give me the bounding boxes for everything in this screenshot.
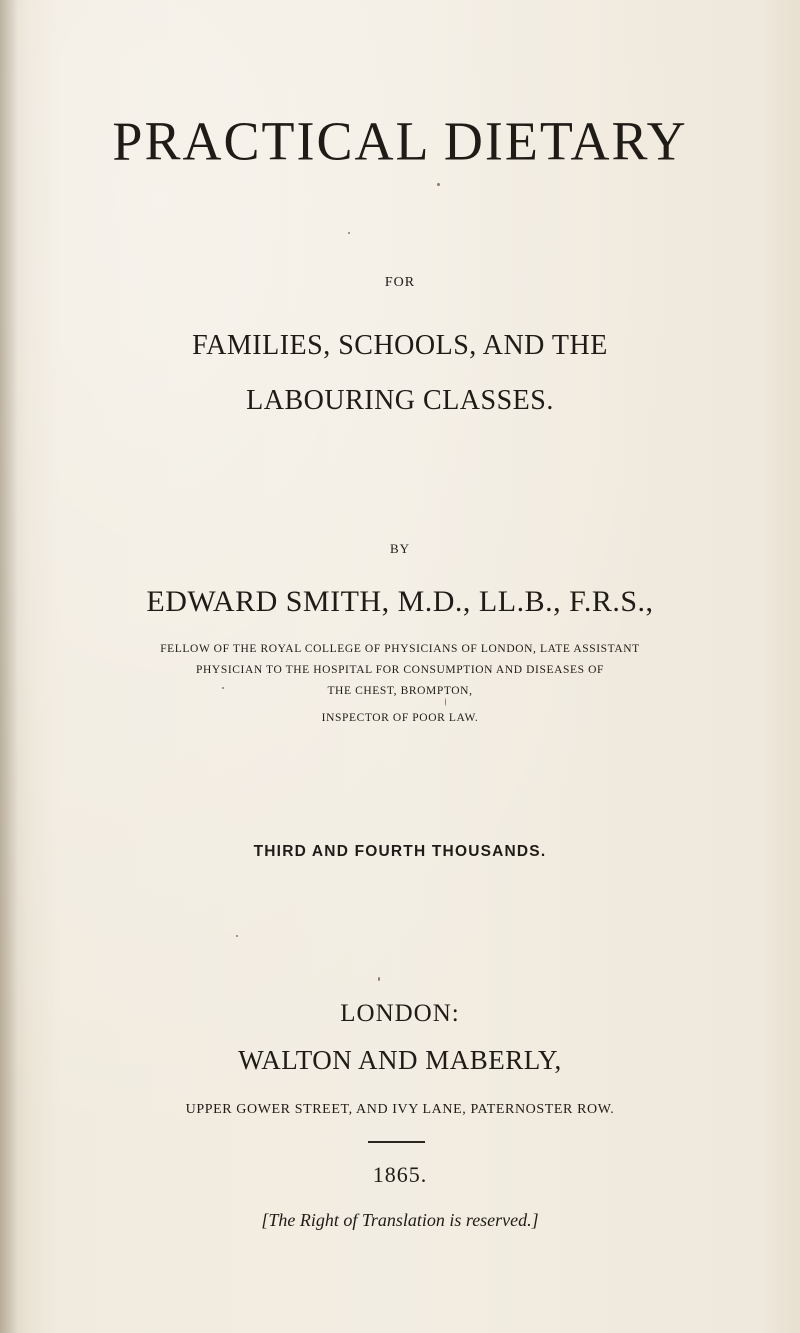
for-label: FOR (384, 275, 416, 290)
author-credentials-line: PHYSICIAN TO THE HOSPITAL FOR CONSUMPTION AND DISEASES OF (196, 664, 604, 676)
publication-place: LONDON: (340, 1000, 460, 1027)
publication-year: 1865. (372, 1162, 428, 1187)
author-credentials-line: FELLOW OF THE ROYAL COLLEGE OF PHYSICIANS OF LONDON, LATE ASSISTANT (160, 643, 640, 655)
author-credentials-line: INSPECTOR OF POOR LAW. (321, 712, 479, 724)
subtitle-line-2: LABOURING CLASSES. (246, 385, 554, 416)
book-title: PRACTICAL DIETARY (112, 110, 688, 172)
divider-rule (368, 1141, 425, 1143)
author-name: EDWARD SMITH, M.D., LL.B., F.R.S., (146, 585, 654, 618)
edition-statement: THIRD AND FOURTH THOUSANDS. (253, 843, 547, 860)
publisher-name: WALTON AND MABERLY, (238, 1045, 562, 1075)
publisher-address: UPPER GOWER STREET, AND IVY LANE, PATERNOSTER ROW. (185, 1102, 615, 1117)
author-credentials-line: THE CHEST, BROMPTON, (327, 685, 473, 697)
rights-notice: [The Right of Translation is reserved.] (261, 1210, 539, 1230)
by-label: BY (389, 541, 411, 556)
subtitle-line-1: FAMILIES, SCHOOLS, AND THE (192, 330, 608, 361)
